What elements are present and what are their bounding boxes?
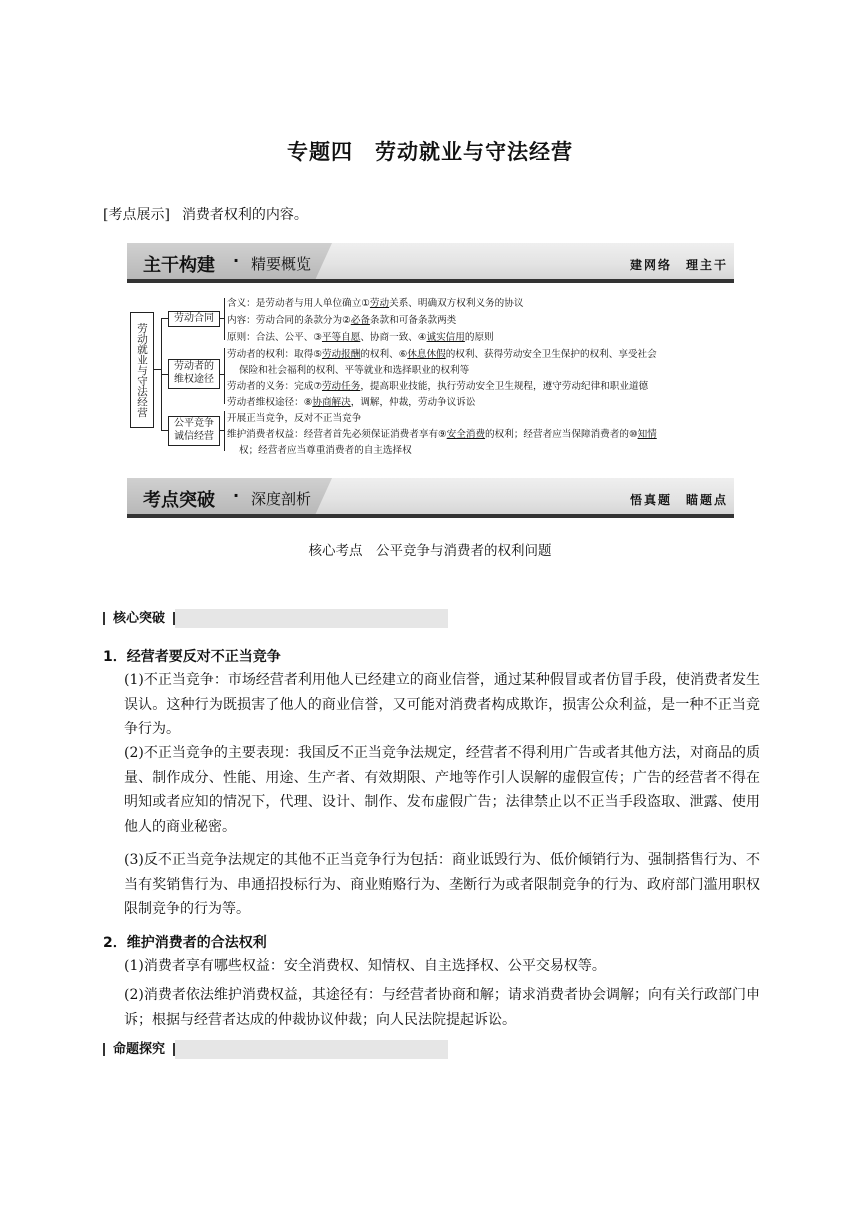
contract-meaning: 含义：是劳动者与用人单位确立①劳动关系、明确双方权利义务的协议 [227, 298, 524, 309]
banner-dot: · [233, 486, 240, 505]
heading-1: 1．经营者要反对不正当竞争 [103, 649, 281, 665]
section-label: 核心突破 [113, 611, 166, 626]
banner-subtitle: 深度剖析 [251, 490, 312, 508]
mind-map-root: 劳动就业与守法经营 [130, 312, 154, 428]
exam-point-label: [考点展示] [103, 207, 170, 223]
worker-duties: 劳动者的义务：完成⑦劳动任务，提高职业技能，执行劳动安全卫生规程，遵守劳动纪律和职业道德 [227, 381, 649, 392]
heading-2: 2．维护消费者的合法权利 [103, 935, 267, 951]
section-question-explore [103, 1040, 448, 1059]
banner-subtitle: 精要概览 [251, 255, 312, 273]
section-core-breakthrough [103, 609, 448, 628]
banner-main-structure [127, 243, 734, 283]
paragraph-2: (2)不正当竞争的主要表现：我国反不正当竞争法规定，经营者不得利用广告或者其他方法，对商品的质量、制作成分、性能、用途、生产者、有效期限、产地等作引人误解的虚假宣传；广告的经营者不得在明知或者应知的情况下，代理、设计、制作、发布虚假广告；法律禁止以不正当手段盗取、泄露、使用他人的商业秘密。 [124, 745, 760, 835]
core-topic-heading: 核心考点 公平竞争与消费者的权利问题 [308, 543, 552, 559]
branch-labor-contract: 劳动合同 [168, 311, 220, 327]
section-label: 命题探究 [113, 1042, 166, 1057]
paragraph-1: (1)不正当竞争：市场经营者利用他人已经建立的商业信誉，通过某种假冒或者仿冒手段，使消费者发生误认。这种行为既损害了他人的商业信誉，又可能对消费者构成欺诈，损害公众利益，是一种不正当竞争行为。 [124, 672, 760, 737]
page-title: 专题四 劳动就业与守法经营 [287, 140, 573, 164]
paragraph-3: (3)反不正当竞争法规定的其他不正当竞争行为包括：商业诋毁行为、低价倾销行为、强制搭售行为、不当有奖销售行为、串通招投标行为、商业贿赂行为、垄断行为或者限制竞争的行为、政府部门滥用职权限制竞争的行为等。 [124, 852, 760, 917]
mind-map [128, 294, 734, 456]
consumer-rights-cont: 权；经营者应当尊重消费者的自主选择权 [239, 445, 412, 456]
contract-content: 内容：劳动合同的条款分为②必备条款和可备条款两类 [227, 315, 457, 326]
contract-principle: 原则：合法、公平、③平等自愿、协商一致、④诚实信用的原则 [227, 332, 494, 343]
banner-main-title: 考点突破 [143, 490, 215, 511]
fair-competition-line: 开展正当竞争，反对不正当竞争 [227, 413, 362, 424]
paragraph-4: (1)消费者享有哪些权益：安全消费权、知情权、自主选择权、公平交易权等。 [124, 958, 606, 974]
exam-point [103, 204, 308, 224]
exam-point-text: 消费者权利的内容。 [181, 207, 308, 223]
banner-dot: · [233, 251, 240, 270]
consumer-rights-line: 维护消费者权益：经营者首先必须保证消费者享有⑨安全消费的权利；经营者应当保障消费者的⑩知情 [227, 429, 657, 440]
worker-path: 劳动者维权途径：⑧协商解决，调解，仲裁，劳动争议诉讼 [227, 397, 476, 408]
branch-rights-path: 劳动者的 维权途径 [168, 359, 220, 389]
worker-rights: 劳动者的权利：取得⑤劳动报酬的权利、⑥休息休假的权利、获得劳动安全卫生保护的权利、享受社会 [227, 349, 657, 360]
banner-breakthrough [127, 478, 734, 518]
banner-main-title: 主干构建 [143, 255, 215, 276]
branch-fair-competition: 公平竞争 诚信经营 [168, 416, 220, 446]
banner-right-text: 悟真题 瞄题点 [629, 493, 728, 507]
banner-right-text: 建网络 理主干 [629, 258, 728, 272]
paragraph-5: (2)消费者依法维护消费权益，其途径有：与经营者协商和解；请求消费者协会调解；向有关行政部门申诉；根据与经营者达成的仲裁协议仲裁；向人民法院提起诉讼。 [124, 987, 760, 1028]
worker-rights-cont: 保险和社会福利的权利、平等就业和选择职业的权利等 [239, 365, 470, 376]
